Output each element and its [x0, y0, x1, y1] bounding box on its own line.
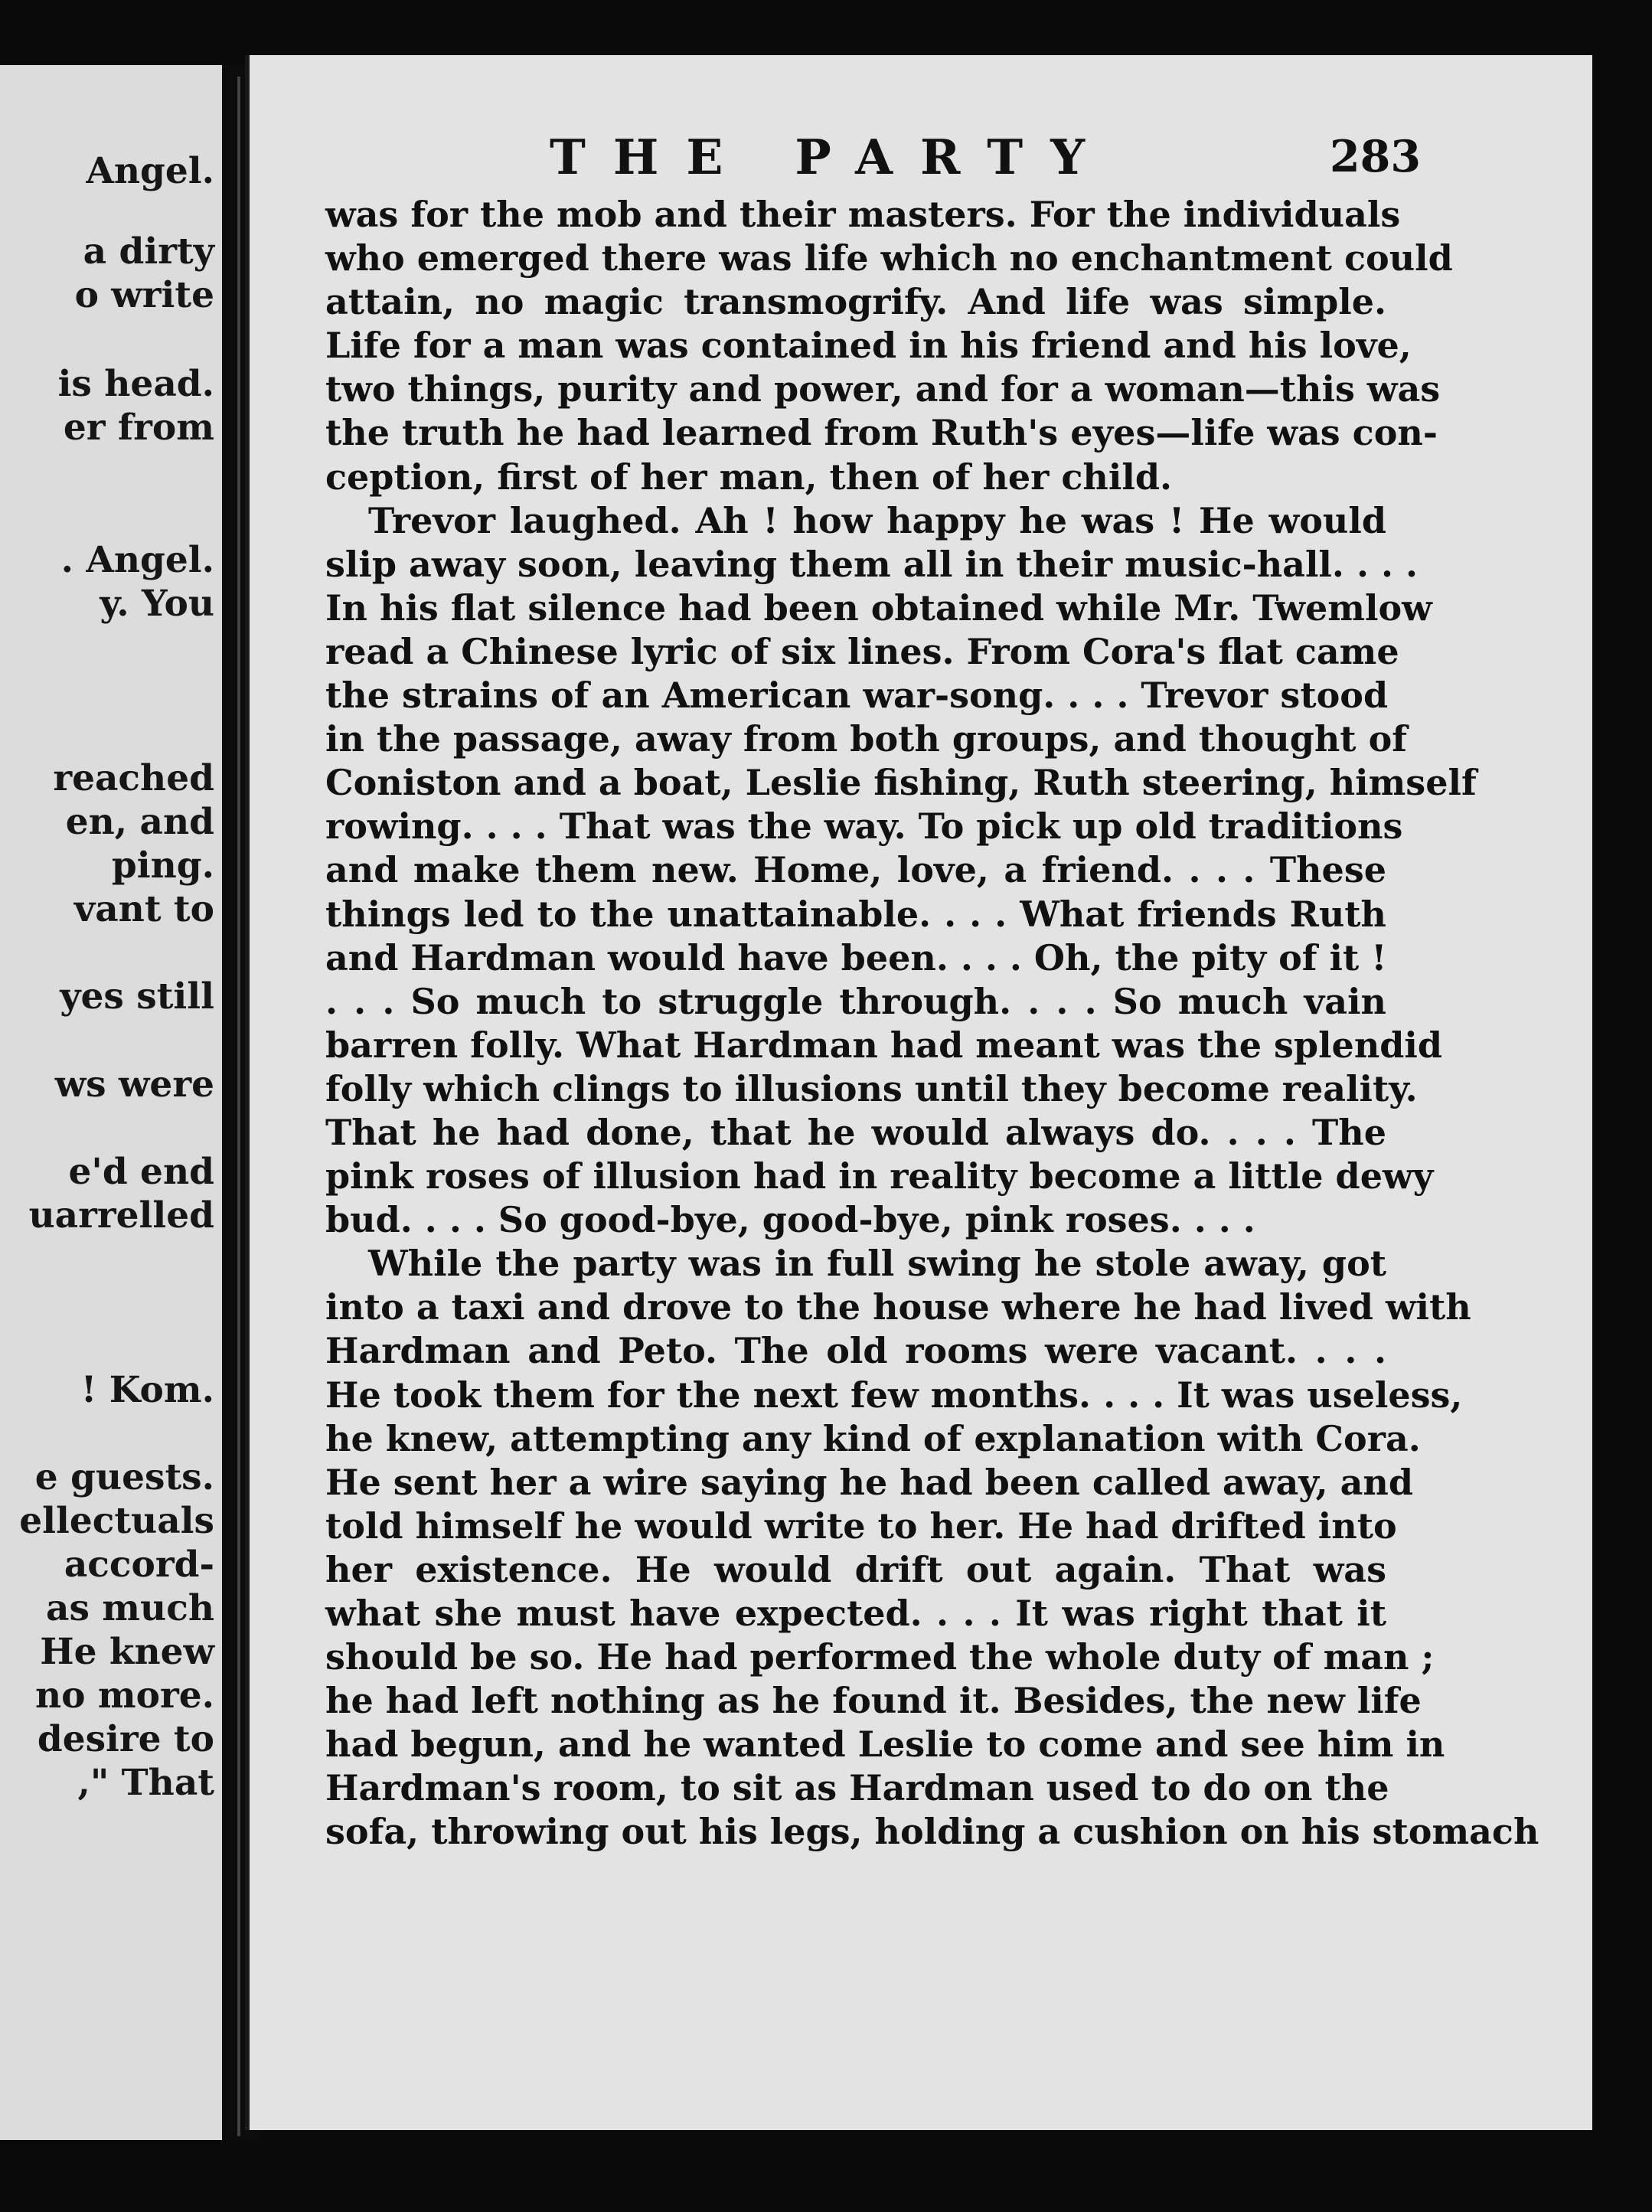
facing-page-line: vant to: [73, 888, 214, 930]
facing-page-line: e guests.: [34, 1456, 214, 1498]
text-line: Hardman and Peto. The old rooms were vacant. . . .: [325, 1330, 1386, 1372]
text-line: in the passage, away from both groups, and thought of: [325, 718, 1408, 760]
facing-page-fragment: [0, 65, 222, 2140]
text-line: and make them new. Home, love, a friend. . . . These: [325, 849, 1386, 891]
text-line: what she must have expected. . . . It was right that it: [325, 1593, 1386, 1634]
text-line: should be so. He had performed the whole duty of man ;: [325, 1636, 1435, 1678]
text-line: the strains of an American war-song. . . . Trevor stood: [325, 675, 1389, 717]
page-header: [250, 126, 1597, 188]
page-edge-shadow: [1592, 55, 1652, 2145]
facing-page-line: . Angel.: [60, 539, 214, 581]
text-line: folly which clings to illusions until they become reality.: [325, 1067, 1418, 1109]
text-line: things led to the unattainable. . . . What friends Ruth: [325, 893, 1386, 935]
text-line: bud. . . . So good-bye, good-bye, pink roses. . . .: [325, 1199, 1255, 1241]
book-page: [245, 55, 1597, 2130]
text-line: two things, purity and power, and for a woman—this was: [325, 368, 1441, 410]
text-line: That he had done, that he would always do. . . . The: [325, 1111, 1386, 1153]
text-line: slip away soon, leaving them all in their music-hall. . . .: [325, 543, 1419, 585]
facing-page-line: en, and: [65, 801, 214, 843]
facing-page-line: He knew: [40, 1631, 214, 1673]
text-line: He took them for the next few months. . . . It was useless,: [325, 1374, 1463, 1416]
text-line: Coniston and a boat, Leslie fishing, Ruth steering, himself: [325, 762, 1477, 804]
text-line: and Hardman would have been. . . . Oh, the pity of it !: [325, 936, 1387, 979]
facing-page-line: y. You: [100, 583, 214, 625]
text-line: barren folly. What Hardman had meant was the splendid: [325, 1024, 1443, 1066]
text-line: attain, no magic transmogrify. And life was simple.: [325, 281, 1386, 323]
text-line: he knew, attempting any kind of explanation with Cora.: [325, 1417, 1421, 1459]
text-line: told himself he would write to her. He had drifted into: [325, 1505, 1397, 1547]
facing-page-line: desire to: [37, 1718, 214, 1760]
text-line: was for the mob and their masters. For the individuals: [325, 194, 1401, 235]
text-line: Trevor laughed. Ah ! how happy he was ! He would: [368, 499, 1386, 541]
page-number: 283: [1330, 131, 1421, 182]
facing-page-line: o write: [74, 274, 214, 316]
facing-page-line: e'd end: [68, 1151, 214, 1193]
facing-page-line: no more.: [35, 1675, 214, 1717]
text-line: In his flat silence had been obtained while Mr. Twemlow: [325, 586, 1432, 629]
facing-page-line: ping.: [111, 845, 214, 887]
text-line: rowing. . . . That was the way. To pick up old traditions: [325, 805, 1403, 848]
gutter-edge-line: [237, 77, 240, 2136]
facing-page-line: ! Kom.: [80, 1369, 214, 1411]
facing-page-line: uarrelled: [28, 1194, 214, 1237]
facing-page-line: yes still: [60, 975, 214, 1018]
text-line: Hardman's room, to sit as Hardman used to do on the: [325, 1767, 1389, 1809]
body-text: [325, 193, 1539, 1854]
facing-page-line: reached: [53, 757, 214, 799]
text-line: read a Chinese lyric of six lines. From Cora's flat came: [325, 630, 1399, 672]
facing-page-line: ellectuals: [19, 1500, 214, 1542]
text-line: While the party was in full swing he stole away, got: [368, 1243, 1386, 1285]
text-line: the truth he had learned from Ruth's eyes—life was con-: [325, 412, 1438, 454]
text-line: had begun, and he wanted Leslie to come and see him in: [325, 1724, 1445, 1766]
facing-page-line: as much: [46, 1587, 214, 1629]
text-line: ception, first of her man, then of her child.: [325, 456, 1172, 498]
text-line: He sent her a wire saying he had been called away, and: [325, 1461, 1414, 1503]
text-line: pink roses of illusion had in reality become a little dewy: [325, 1155, 1434, 1197]
running-head: THE PARTY: [550, 129, 1113, 185]
facing-page-line: er from: [63, 407, 214, 449]
text-line: who emerged there was life which no enchantment could: [325, 237, 1453, 279]
facing-page-line: is head.: [57, 363, 214, 405]
facing-page-line: ws were: [54, 1064, 214, 1106]
text-line: sofa, throwing out his legs, holding a cushion on his stomach: [325, 1811, 1539, 1853]
text-line: . . . So much to struggle through. . . . So much vain: [325, 980, 1386, 1022]
text-line: into a taxi and drove to the house where he had lived with: [325, 1286, 1471, 1328]
facing-page-line: a dirty: [83, 230, 214, 273]
facing-page-line: accord-: [64, 1544, 214, 1586]
text-line: he had left nothing as he found it. Besides, the new life: [325, 1680, 1422, 1722]
facing-page-line: ," That: [77, 1762, 214, 1804]
text-line: her existence. He would drift out again. That was: [325, 1548, 1386, 1590]
text-line: Life for a man was contained in his friend and his love,: [325, 325, 1412, 367]
facing-page-line: Angel.: [86, 150, 214, 192]
